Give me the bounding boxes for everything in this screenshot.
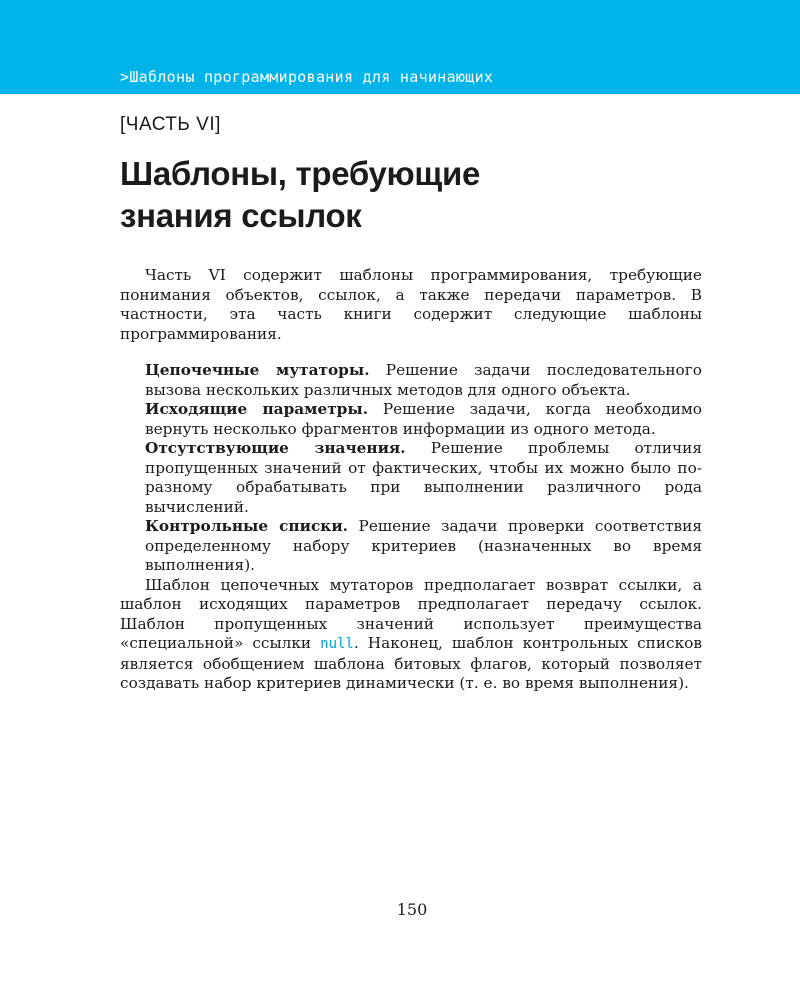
running-header-title: >Шаблоны программирования для начинающих	[120, 68, 494, 86]
page-number: 150	[396, 900, 428, 919]
definition-item	[145, 400, 702, 439]
pattern-definitions	[145, 361, 702, 576]
definition-term: Цепочечные мутаторы.	[145, 361, 370, 379]
definition-item	[145, 517, 702, 576]
closing-paragraph	[120, 576, 702, 694]
header-band	[0, 0, 800, 94]
definition-term: Исходящие параметры.	[145, 400, 369, 418]
definition-text: Решение задачи, когда необходимо вернуть несколько фрагментов информации из одного метода.	[145, 400, 702, 438]
definition-item	[145, 361, 702, 400]
intro-paragraph: Часть VI содержит шаблоны программирования, требующие понимания объектов, ссылок, а также передачи параметров. В частности, эта часть книги содержит следующие шаблоны программирования.	[120, 266, 702, 343]
definition-item	[145, 439, 702, 517]
body-text	[120, 266, 702, 694]
chapter-title-line-2: знания ссылок	[120, 197, 362, 234]
definition-term: Отсутствующие значения.	[145, 439, 406, 457]
definition-term: Контрольные списки.	[145, 517, 349, 535]
closing-text-part-2: . Наконец, шаблон контрольных списков является обобщением шаблона битовых флагов, который позволяет создавать набор критериев динамически (т. е. во время выполнения).	[120, 634, 702, 692]
definition-text: Решение задачи последовательного вызова нескольких различных методов для одного объекта.	[145, 361, 702, 399]
part-label: [ЧАСТЬ VI]	[120, 114, 221, 135]
closing-text-part-1: Шаблон цепочечных мутаторов предполагает возврат ссылки, а шаблон исходящих параметров предполагает передачу ссылок. Шаблон пропущенных значений использует преимущества «специальной» ссылки	[120, 575, 702, 652]
definition-text: Решение задачи проверки соответствия определенному набору критериев (назначенных во время выполнения).	[145, 517, 702, 574]
chapter-title-line-1: Шаблоны, требующие	[120, 155, 481, 192]
chapter-title	[120, 153, 720, 237]
code-null: null	[320, 636, 354, 652]
definition-text: Решение проблемы отличия пропущенных значений от фактических, чтобы их можно было по-разному обрабатывать при выполнении различного рода вычислений.	[145, 439, 702, 516]
